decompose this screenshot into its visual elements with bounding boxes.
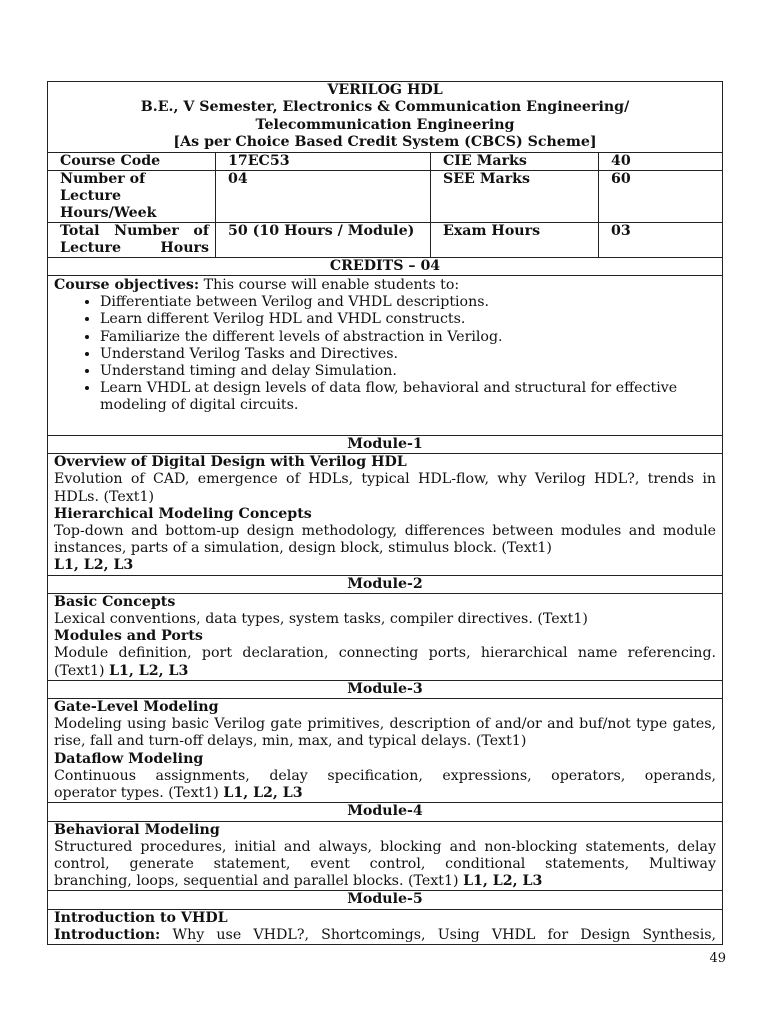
module-5-intro-text: Why use VHDL?, Shortcomings, Using VHDL for Design Synthesis, [160, 926, 717, 943]
module-2-text-2b: (Text1) [54, 662, 110, 679]
module-1-text-2: Top-down and bottom-up design methodology, differences between modules and module instances, parts of a simulation, design block, stimulus block. (Text1) [54, 523, 717, 557]
module-1-header [48, 436, 723, 454]
module-2-header [48, 575, 723, 593]
module-3-content [48, 699, 723, 803]
module-1-heading-2: Hierarchical Modeling Concepts [54, 505, 312, 522]
cie-marks-value: 40 [599, 152, 723, 170]
objectives-row [48, 276, 723, 436]
module-3-text-2a: Continuous assignments, delay specification, expressions, operators, operands, [54, 767, 717, 784]
total-hours-row [48, 222, 723, 257]
module-5-header [48, 891, 723, 909]
lecture-hours-week-value: 04 [216, 170, 431, 222]
module-3-heading-2: Dataflow Modeling [54, 750, 204, 767]
objectives-intro [54, 277, 716, 294]
module-2-heading-2: Modules and Ports [54, 628, 203, 645]
module-5-content [48, 909, 723, 944]
course-code-row [48, 152, 723, 170]
module-1-content [48, 454, 723, 575]
module-3-heading-1: Gate-Level Modeling [54, 699, 219, 716]
see-marks-label: SEE Marks [431, 170, 599, 222]
module-5-heading-1: Introduction to VHDL [54, 909, 228, 926]
module-1-levels: L1, L2, L3 [54, 557, 134, 574]
module-4-text-1b: branching, loops, sequential and parallel blocks. (Text1) [54, 873, 464, 890]
module-2-levels: L1, L2, L3 [109, 662, 189, 679]
module-2-title: Module-2 [48, 575, 723, 593]
objectives-label: Course objectives: [54, 277, 200, 294]
module-2-heading-1: Basic Concepts [54, 593, 176, 610]
scheme-line: [As per Choice Based Credit System (CBCS) Scheme] [173, 134, 597, 151]
course-code-label: Course Code [48, 152, 216, 170]
module-4-header [48, 803, 723, 821]
cie-marks-label: CIE Marks [431, 152, 599, 170]
total-hours-label: Total Number of Lecture Hours [48, 222, 216, 257]
module-3-title: Module-3 [48, 680, 723, 698]
program-line-2: Telecommunication Engineering [255, 116, 515, 133]
objective-item: • Understand Verilog Tasks and Directives. [100, 346, 716, 363]
module-4-text-1a: Structured procedures, initial and always, blocking and non-blocking statements, delay control, generate statement, event control, conditional statements, Multiway [54, 838, 717, 872]
module-1-title: Module-1 [48, 436, 723, 454]
exam-hours-value: 03 [599, 222, 723, 257]
objectives-intro-text: This course will enable students to: [199, 277, 460, 294]
syllabus-table [47, 81, 723, 945]
objective-item: • Familiarize the different levels of abstraction in Verilog. [100, 329, 716, 346]
lecture-hours-week-label: Number of Lecture Hours/Week [48, 170, 216, 222]
module-3-header [48, 680, 723, 698]
module-4-title: Module-4 [48, 803, 723, 821]
syllabus-page [47, 81, 722, 945]
credits-row [48, 257, 723, 275]
course-code-value: 17EC53 [216, 152, 431, 170]
module-4-content [48, 821, 723, 891]
module-4-heading-1: Behavioral Modeling [54, 821, 220, 838]
module-2-content [48, 593, 723, 680]
lecture-hours-week-row [48, 170, 723, 222]
module-3-text-2b: operator types. (Text1) [54, 785, 224, 802]
module-1-text-1: Evolution of CAD, emergence of HDLs, typical HDL-flow, why Verilog HDL?, trends in HDLs. (Text1) [54, 471, 717, 505]
module-5-intro-label: Introduction: [54, 926, 161, 943]
module-4-levels: L1, L2, L3 [463, 873, 543, 890]
total-hours-value: 50 (10 Hours / Module) [216, 222, 431, 257]
module-3-levels: L1, L2, L3 [223, 785, 303, 802]
module-2-text-1: Lexical conventions, data types, system tasks, compiler directives. (Text1) [54, 611, 588, 628]
credits-label: CREDITS – 04 [48, 257, 723, 275]
objectives-list [54, 294, 716, 414]
objective-item: • Understand timing and delay Simulation. [100, 363, 716, 380]
exam-hours-label: Exam Hours [431, 222, 599, 257]
module-2-text-2a: Module definition, port declaration, connecting ports, hierarchical name referencing. [54, 645, 717, 662]
module-3-text-1: Modeling using basic Verilog gate primitives, description of and/or and buf/not type gates, rise, fall and turn-off delays, min, max, and typical delays. (Text1) [54, 716, 717, 750]
see-marks-value: 60 [599, 170, 723, 222]
course-header-row [48, 82, 723, 153]
program-line-1: B.E., V Semester, Electronics & Communication Engineering/ [140, 99, 630, 116]
objective-item: • Differentiate between Verilog and VHDL descriptions. [100, 294, 716, 311]
course-title: VERILOG HDL [327, 82, 443, 98]
page-number: 49 [709, 951, 726, 966]
module-5-title: Module-5 [48, 891, 723, 909]
objective-item: • Learn different Verilog HDL and VHDL constructs. [100, 311, 716, 328]
objective-item: • Learn VHDL at design levels of data flow, behavioral and structural for effective modeling of digital circuits. [100, 380, 716, 414]
module-1-heading-1: Overview of Digital Design with Verilog HDL [54, 454, 407, 471]
